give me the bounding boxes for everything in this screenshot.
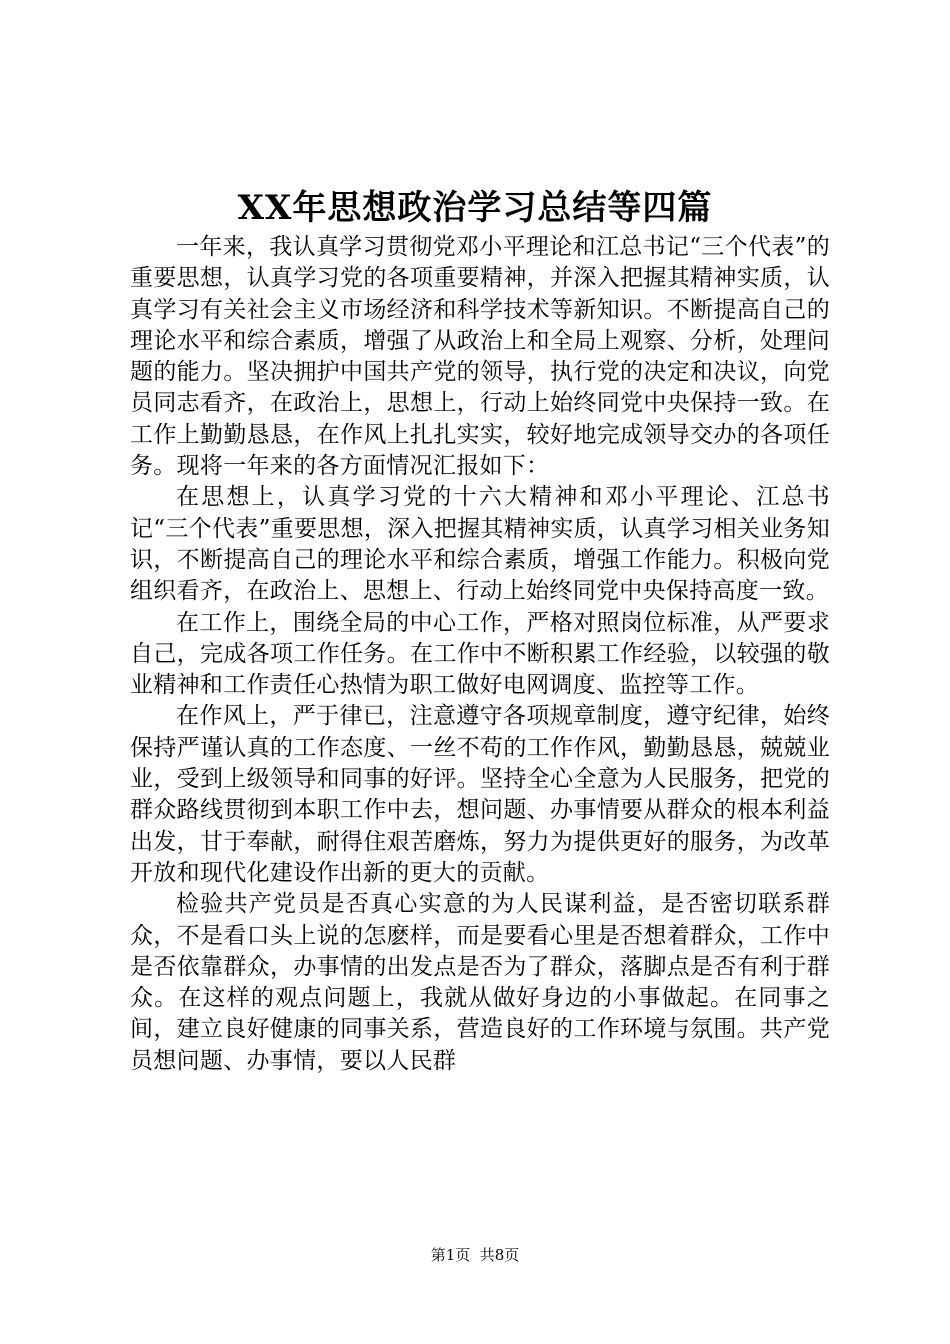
- paragraph-style: 在作风上，严于律已，注意遵守各项规章制度，遵守纪律，始终保持严谨认真的工作态度、一丝不苟的工作作风，勤勤恳恳，兢兢业业，受到上级领导和同事的好评。坚持全心全意为人民服务，把党的群众路线贯彻到本职工作中去，想问题、办事情要从群众的根本利益出发，甘于奉献，耐得住艰苦磨炼，努力为提供更好的服务，为改革开放和现代化建设作出新的更大的贡献。: [130, 703, 830, 886]
- paragraph-work: 在工作上，围绕全局的中心工作，严格对照岗位标准，从严要求自己，完成各项工作任务。在工作中不断积累工作经验，以较强的敬业精神和工作责任心热情为职工做好电网调度、监控等工作。: [130, 609, 830, 699]
- document-title: XX年思想政治学习总结等四篇: [237, 188, 713, 228]
- paragraph-thought: 在思想上，认真学习党的十六大精神和邓小平理论、江总书记“三个代表”重要思想，深入把握其精神实质，认真学习相关业务知识，不断提高自己的理论水平和综合素质，增强工作能力。积极向党组织看齐，在政治上、思想上、行动上始终同党中央保持高度一致。: [130, 484, 830, 605]
- paragraph-service: 检验共产党员是否真心实意的为人民谋利益，是否密切联系群众，不是看口头上说的怎麽样，而是要看心里是否想着群众，工作中是否依靠群众，办事情的出发点是否为了群众，落脚点是否有利于群众。在这样的观点问题上，我就从做好身边的小事做起。在同事之间，建立良好健康的同事关系，营造良好的工作环境与氛围。共产党员想问题、办事情，要以人民群: [130, 891, 830, 1074]
- paragraph-intro: 一年来，我认真学习贯彻党邓小平理论和江总书记“三个代表”的重要思想，认真学习党的各项重要精神，并深入把握其精神实质，认真学习有关社会主义市场经济和科学技术等新知识。不断提高自己的理论水平和综合素质，增强了从政治上和全局上观察、分析，处理问题的能力。坚决拥护中国共产党的领导，执行党的决定和决议，向党员同志看齐，在政治上，思想上，行动上始终同党中央保持一致。在工作上勤勤恳恳，在作风上扎扎实实，较好地完成领导交办的各项任务。现将一年来的各方面情况汇报如下：: [130, 234, 830, 480]
- page-number-footer: 第1页 共8页: [430, 1246, 520, 1264]
- document-body: [130, 232, 830, 1077]
